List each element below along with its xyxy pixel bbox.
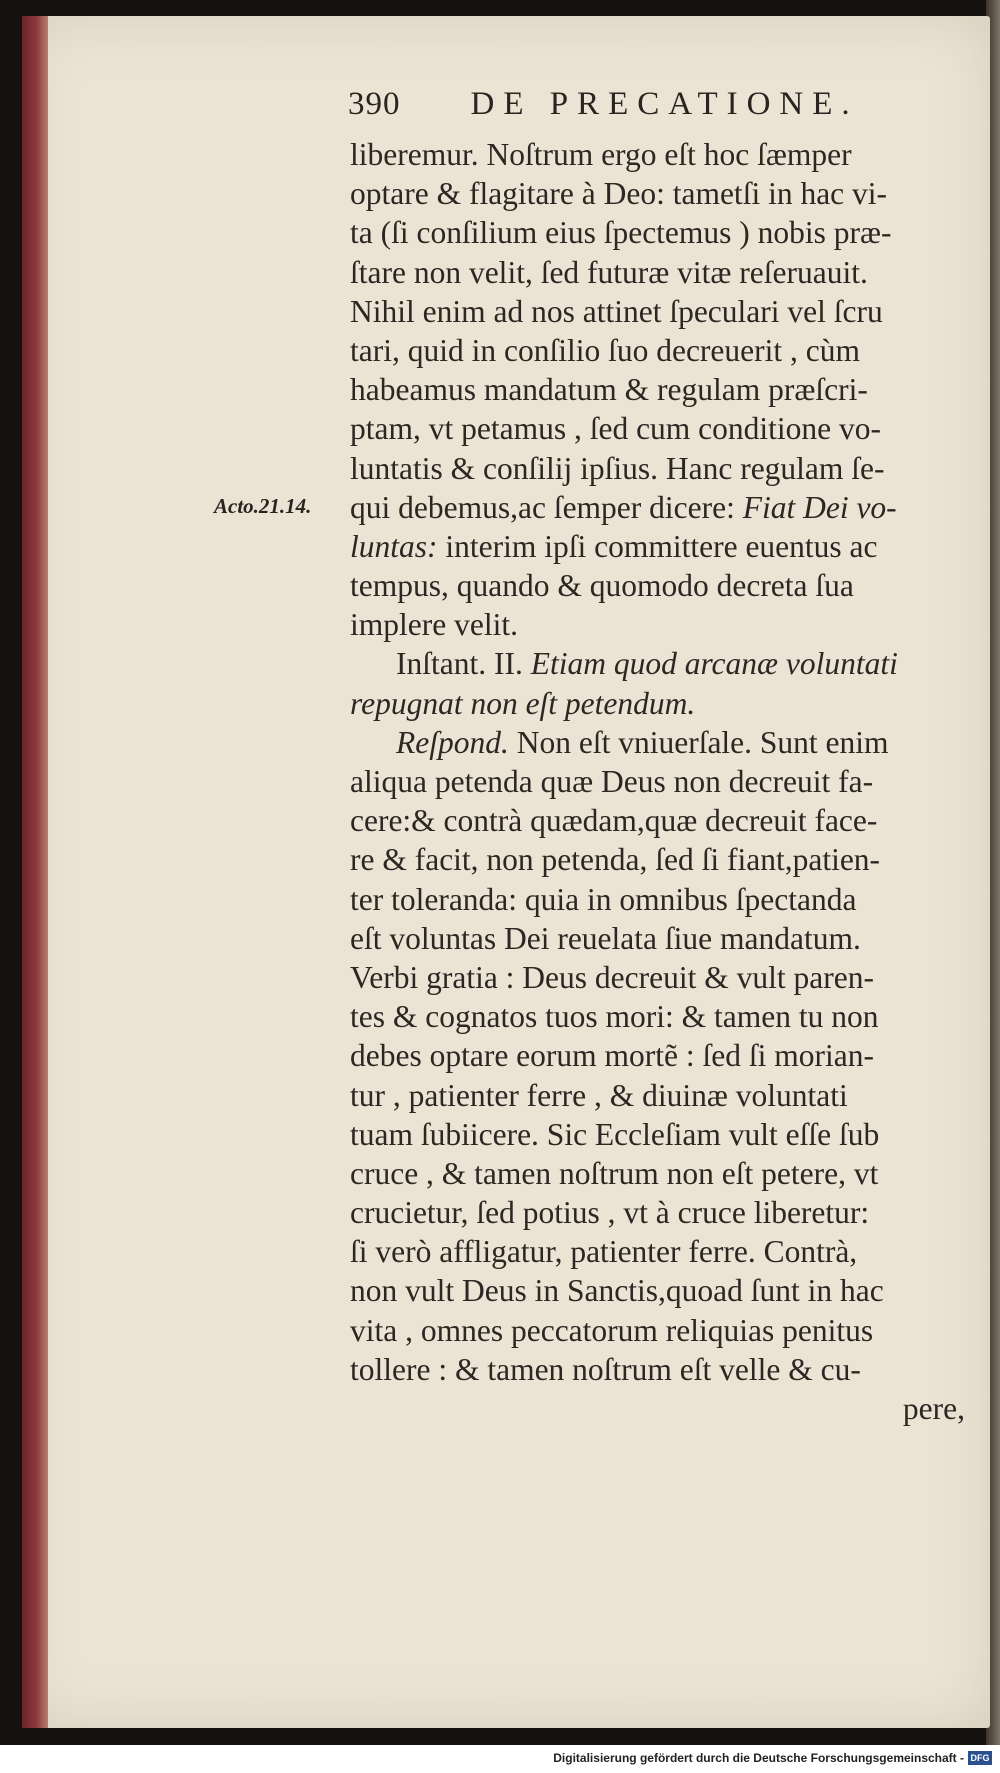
text-line xyxy=(350,1389,965,1428)
italic-text: Etiam quod arcanæ voluntati xyxy=(530,646,898,682)
roman-text: tes & cognatos tuos mori: & tamen tu non xyxy=(350,999,879,1035)
roman-text: interim ipſi committere euentus ac xyxy=(437,528,878,564)
text-line xyxy=(350,449,965,488)
text-line xyxy=(350,566,965,605)
body-text xyxy=(350,135,965,1428)
binding-edge xyxy=(22,16,48,1728)
roman-text: ta (ſi conſilium eius ſpectemus ) nobis præ- xyxy=(350,215,892,251)
text-line xyxy=(350,1154,965,1193)
roman-text: liberemur. Noſtrum ergo eſt hoc ſæmper xyxy=(350,137,852,172)
text-line xyxy=(350,1271,965,1310)
text-line xyxy=(350,840,965,879)
italic-text: repugnat non eſt petendum. xyxy=(350,685,696,721)
roman-text: cere:& contrà quædam,quæ decreuit face- xyxy=(350,803,878,839)
roman-text: qui debemus,ac ſemper dicere: xyxy=(350,489,743,525)
text-line xyxy=(350,723,965,762)
margin-reference: Acto.21.14. xyxy=(214,494,312,518)
text-line xyxy=(350,1232,965,1271)
roman-text: tur , patienter ferre , & diuinæ voluntati xyxy=(350,1077,848,1113)
text-line xyxy=(350,253,965,292)
roman-text: tollere : & tamen noſtrum eſt velle & cu- xyxy=(350,1351,861,1387)
roman-text: pere, xyxy=(902,1391,965,1426)
roman-text: Inſtant. II. xyxy=(396,646,531,682)
roman-text: crucietur, ſed potius , vt à cruce liberetur: xyxy=(350,1195,870,1231)
text-line xyxy=(350,1350,965,1389)
roman-text: Verbi gratia : Deus decreuit & vult paren- xyxy=(350,959,874,995)
roman-text: eſt voluntas Dei reuelata ſiue mandatum. xyxy=(350,920,861,956)
text-line xyxy=(350,919,965,958)
text-line xyxy=(350,1036,965,1075)
roman-text: ſtare non velit, ſed futuræ vitæ reſeruauit. xyxy=(350,254,868,290)
roman-text: tuam ſubiicere. Sic Eccleſiam vult eſſe ſub xyxy=(350,1116,880,1152)
text-line xyxy=(350,331,965,370)
roman-text: non vult Deus in Sanctis,quoad ſunt in hac xyxy=(350,1273,884,1309)
text-line xyxy=(350,409,965,448)
text-line xyxy=(350,213,965,252)
text-line xyxy=(350,135,965,174)
italic-text: Fiat Dei vo- xyxy=(742,489,897,525)
roman-text: aliqua petenda quæ Deus non decreuit fa- xyxy=(350,764,874,799)
text-line xyxy=(350,684,965,723)
roman-text: optare & flagitare à Deo: tametſi in hac vi- xyxy=(350,176,888,212)
text-line xyxy=(350,801,965,840)
roman-text: ter toleranda: quia in omnibus ſpectanda xyxy=(350,881,857,917)
roman-text: tari, quid in conſilio ſuo decreuerit , cùm xyxy=(350,332,860,368)
roman-text: luntatis & conſilij ipſius. Hanc regulam ſe- xyxy=(350,450,885,486)
text-line xyxy=(350,174,965,213)
text-line xyxy=(350,292,965,331)
roman-text: ſi verò affligatur, patienter ferre. Contrà, xyxy=(350,1234,858,1270)
running-title: DE PRECATIONE. xyxy=(470,86,859,122)
italic-text: Reſpond. xyxy=(396,724,509,760)
roman-text: Non eſt vniuerſale. Sunt enim xyxy=(508,724,889,760)
text-line xyxy=(350,527,965,566)
text-line xyxy=(350,997,965,1036)
roman-text: ptam, vt petamus , ſed cum conditione vo- xyxy=(350,411,882,447)
text-line xyxy=(350,958,965,997)
roman-text: cruce , & tamen noſtrum non eſt petere, vt xyxy=(350,1155,879,1191)
text-line xyxy=(350,1115,965,1154)
roman-text: re & facit, non petenda, ſed ſi fiant,patien- xyxy=(350,842,881,878)
text-line xyxy=(350,370,965,409)
text-line xyxy=(350,644,965,683)
footer-credit: Digitalisierung gefördert durch die Deutsche Forschungsgemeinschaft - xyxy=(553,1751,964,1765)
roman-text: tempus, quando & quomodo decreta ſua xyxy=(350,568,854,604)
roman-text: Nihil enim ad nos attinet ſpeculari vel ſcru xyxy=(350,293,883,329)
dfg-logo: DFG xyxy=(968,1751,992,1765)
roman-text: implere velit. xyxy=(350,607,518,643)
roman-text: debes optare eorum mortẽ : ſed ſi morian- xyxy=(350,1038,874,1074)
roman-text: vita , omnes peccatorum reliquias penitus xyxy=(350,1312,874,1348)
running-head xyxy=(348,86,968,123)
text-line xyxy=(350,1076,965,1115)
italic-text: luntas: xyxy=(350,528,438,564)
roman-text: habeamus mandatum & regulam præſcri- xyxy=(350,372,868,408)
text-line xyxy=(350,1193,965,1232)
text-line xyxy=(350,880,965,919)
text-line xyxy=(350,605,965,644)
text-line xyxy=(350,1311,965,1350)
text-line xyxy=(350,762,965,801)
page-number: 390 xyxy=(348,86,401,122)
text-line xyxy=(350,488,965,527)
